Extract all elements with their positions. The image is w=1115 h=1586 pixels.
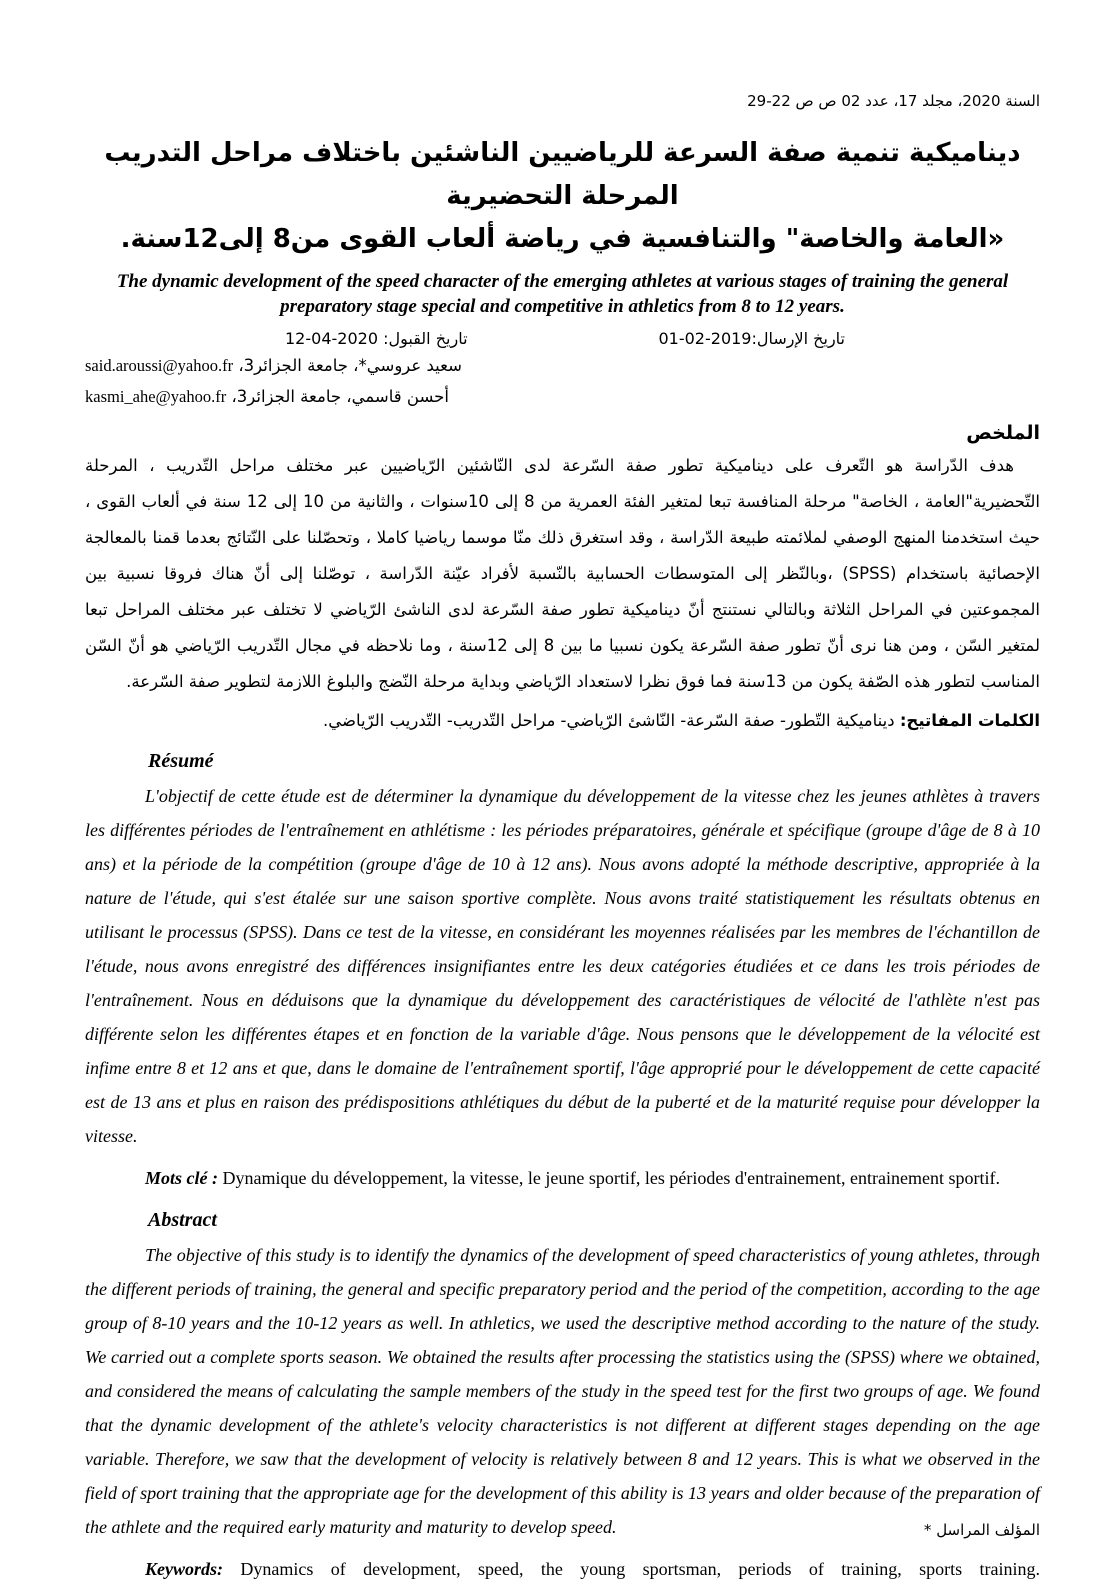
keywords-english-text: Dynamics of development, speed, the young sportsman, periods of training, sports training.	[240, 1559, 1040, 1579]
title-arabic-line1: ديناميكية تنمية صفة السرعة للرياضيين الناشئين باختلاف مراحل التدريب المرحلة التحضيرية	[104, 138, 1021, 211]
abstract-arabic-heading: الملخص	[966, 422, 1040, 444]
author-name-affiliation: سعيد عروسي*، جامعة الجزائر3،	[233, 356, 462, 375]
keywords-english-label: Keywords:	[145, 1559, 241, 1579]
date-accepted-label: تاريخ القبول:	[378, 329, 468, 348]
author-email: kasmi_ahe@yahoo.fr	[85, 387, 227, 406]
authors-block	[85, 350, 1040, 412]
keywords-arabic-label: الكلمات المفاتيح:	[899, 711, 1040, 730]
date-received	[658, 329, 845, 348]
mots-cle-line	[85, 1161, 1040, 1195]
abstract-english-text: The objective of this study is to identify the dynamics of the development of speed characteristics of young athletes, through the different periods of training, the general and specific preparatory period and the period of the competition, according to the age group of 8-10 years and the 10-12 years as well. In athletics, we used the descriptive method according to the nature of the study. We carried out a complete sports season. We obtained the results after processing the statistics using the (SPSS) where we obtained, and considered the means of calculating the sample members of the study in the speed test for the first two groups of age. We found that the dynamic development of the athlete's velocity characteristics is not different at different stages depending on the age variable. Therefore, we saw that the development of velocity is relatively between 8 and 12 years. This is what we observed in the field of sport training that the appropriate age for the development of this ability is 13 years and older because of the preparation of the athlete and the required early maturity and maturity to develop speed.	[85, 1245, 1040, 1537]
abstract-arabic-text: هدف الدّراسة هو التّعرف على ديناميكية تطور صفة السّرعة لدى النّاشئين الرّياضيين عبر مختلف مراحل التّدريب ، المرحلة التّحضيرية"العامة ، الخاصة" مرحلة المنافسة تبعا لمتغير الفئة العمرية من 8 إلى 10سنوات ، والثانية من 10 إلى 12 سنة في ألعاب القوى ، حيث استخدمنا المنهج الوصفي لملائمته طبيعة الدّراسة ، وقد استغرق ذلك منّا موسما رياضيا كاملا ، وتحصّلنا على النّتائج بعدما قمنا بالمعالجة الإحصائية باستخدام (SPSS) ،وبالنّظر إلى المتوسطات الحسابية بالنّسبة لأفراد عيّنة الدّراسة ، توصّلنا إلى أنّ هناك فروقا نسبية بين المجموعتين في المراحل الثلاثة وبالتالي نستنتج أنّ ديناميكية تطور صفة السّرعة لدى الناشئ الرّياضي لا تختلف عبر مختلف المراحل تبعا لمتغير السّن ، ومن هنا نرى أنّ تطور صفة السّرعة يكون نسبيا ما بين 8 إلى 12سنة ، وما نلاحظه في مجال التّدريب الرّياضي هو أنّ السّن المناسب لتطور هذه الصّفة يكون من 13سنة فما فوق نظرا لاستعداد الرّياضي وبداية مرحلة النّضج والبلوغ اللازمة لتطوير صفة السّرعة.	[85, 456, 1041, 691]
dates-row	[285, 329, 845, 348]
journal-issue-info: السنة 2020، مجلد 17، عدد 02 ص ص 22-29	[747, 92, 1040, 110]
date-accepted	[285, 329, 468, 348]
author-line	[85, 350, 1040, 381]
date-received-value: 2019-02-01	[658, 329, 752, 348]
title-arabic-line2: «العامة والخاصة" والتنافسية في رياضة ألعاب القوى من8 إلى12سنة.	[120, 224, 1005, 254]
corresponding-author-note: المؤلف المراسل *	[923, 1521, 1040, 1539]
mots-cle-label: Mots clé :	[145, 1168, 223, 1188]
resume-heading: Résumé	[148, 750, 214, 772]
keywords-arabic-text: ديناميكية التّطور- صفة السّرعة- النّاشئ الرّياضي- مراحل التّدريب- التّدريب الرّياضي.	[323, 711, 900, 730]
abstract-english-heading: Abstract	[148, 1209, 217, 1231]
author-line	[85, 381, 1040, 412]
title-arabic	[85, 132, 1040, 261]
keywords-arabic	[85, 706, 1040, 736]
date-received-label: تاريخ الإرسال:	[751, 329, 845, 348]
author-name-affiliation: أحسن قاسمي، جامعة الجزائر3،	[226, 387, 449, 406]
resume-text: L'objectif de cette étude est de déterminer la dynamique du développement de la vitesse chez les jeunes athlètes à travers les différentes périodes de l'entraînement en athlétisme : les périodes préparatoires, générale et spécifique (groupe d'âge de 8 à 10 ans) et la période de la compétition (groupe d'âge de 10 à 12 ans). Nous avons adopté la méthode descriptive, appropriée à la nature de l'étude, qui s'est étalée sur une saison sportive complète. Nous avons traité statistiquement les résultats obtenus en utilisant le processus (SPSS). Dans ce test de la vitesse, en considérant les moyennes réalisées par les membres de l'échantillon de l'étude, nous avons enregistré des différences insignifiantes entre les deux catégories étudiées et ce dans les trois périodes de l'entraînement. Nous en déduisons que la dynamique du développement des caractéristiques de vélocité de l'athlète n'est pas différente selon les différentes étapes et en fonction de la variable d'âge. Nous pensons que le développement de la vélocité est infime entre 8 et 12 ans et que, dans le domaine de l'entraînement sportif, l'âge approprié pour le développement de cette capacité est de 13 ans et plus en raison des prédispositions athlétiques du début de la puberté et de la maturité requise pour développer la vitesse.	[85, 786, 1040, 1146]
title-english: The dynamic development of the speed character of the emerging athletes at various stages of training the general preparatory stage special and competitive in athletics from 8 to 12 years.	[116, 271, 1009, 317]
keywords-english-line	[85, 1552, 1040, 1586]
author-email: said.aroussi@yahoo.fr	[85, 356, 234, 375]
date-accepted-value: 2020-04-12	[285, 329, 378, 348]
mots-cle-text: Dynamique du développement, la vitesse, le jeune sportif, les périodes d'entrainement, entrainement sportif.	[222, 1168, 1000, 1188]
